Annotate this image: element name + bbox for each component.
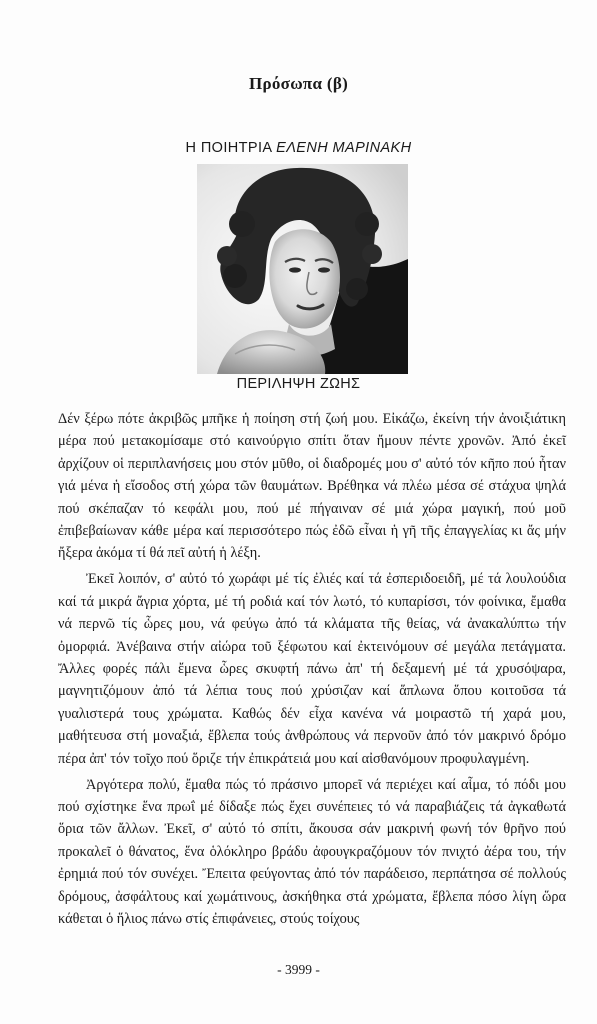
bio-paragraph: Ἐκεῖ λοιπόν, σ' αὐτό τό χωράφι μέ τίς ἐλιές καί τά ἐσπεριδοειδῆ, μέ τά λουλούδια καί τά μικρά ἄγρια χόρτα, μέ τή ροδιά καί τόν λωτό, τό κυπαρίσσι, τόν φοίνικα, ἔμαθα νά περνῶ τίς ὧρες μου, νά φεύγω ἀπό τά κλάματα τῆς θείας, νά ἀνακαλύπτω τήν ὀμορφιά. Ἀνέβαινα στήν αἰώρα τοῦ ξέφωτου καί ἐκτεινόμουν σέ μεγάλα πετάγματα. Ἄλλες φορές πάλι ἔμενα ὧρες σκυφτή πάνω ἀπ' τή δεξαμενή μέ τά χρυσόψαρα, μαγνητιζόμουν ἀπό τά λέπια τους πού χρύσιζαν καί ἅπλωνα ὅπου κοιτοῦσα τά γυαλιστερά τους χρώματα. Καθώς δέν εἶχα κανένα νά μοιραστῶ τή χαρά μου, μαθήτευσα στή μοναξιά, ἔβλεπα τούς ἀνθρώπους νά περνοῦν ἀπό τόν μακρινό δρόμο πέρα ἀπ' τόν τοῖχο πού ὅριζε τήν ἐπικράτειά μου καί αἰσθανόμουν προφυλαγμένη. <box>58 571 566 767</box>
poet-name: ΕΛΕΝΗ ΜΑΡΙΝΑΚΗ <box>276 140 412 156</box>
bio-paragraph: Δέν ξέρω πότε ἀκριβῶς μπῆκε ἡ ποίηση στή ζωή μου. Εἰκάζω, ἐκείνη τήν ἀνοιξιάτικη μέρα πού μετακομίσαμε στό καινούργιο σπίτι ὅταν ἤμουν πέντε χρονῶν. Ἀπό ἐκεῖ ἀρχίζουν οἱ περιπλανήσεις μου στόν μῦθο, οἱ διαδρομές μου σ' αὐτό τόν κῆπο πού ἦταν γιά μένα ἡ εἴσοδος στή χώρα τῶν θαυμάτων. Βρέθηκα νά πλέω μέσα σέ στάχυα ψηλά πού σκέπαζαν τό κεφάλι μου, πού μέ πήγαιναν σέ μιά χώρα μαγική, πού μοῦ ἐπιβεβαίωναν κάθε μέρα καί περισσότερο πώς ἐδῶ εἶναι ἡ γῆ τῆς ἐπαγγελίας κι ἄς μήν ἤξερα ἀκόμα τί θά πεῖ αὐτή ἡ λέξη. <box>58 411 566 562</box>
bio-paragraph: Ἀργότερα πολύ, ἔμαθα πώς τό πράσινο μπορεῖ νά περιέχει καί αἷμα, τό πόδι μου πού σχίστηκε ἕνα πρωΐ μέ δίδαξε πώς ἔχει συνέπειες τό νά παραβιάζεις τά ἀγκαθωτά ὅρια τῶν ἄλλων. Ἐκεῖ, σ' αὐτό τό σπίτι, ἄκουσα σάν μακρινή φωνή τόν θρῆνο πού προκαλεῖ ὁ θάνατος, ἕνα ὁλόκληρο βράδυ ἀφουγκραζόμουν τόν πνιχτό ἀέρα του, τήν ἐρημιά πού τόν συνέχει. Ἔπειτα φεύγοντας ἀπό τόν παράδεισο, περπάτησα σέ πολλούς δρόμους, ἀσφάλτους καί χωμάτινους, ἀσκήθηκα στά χρώματα, ἔβλεπα πόσο λίγη ὥρα κάθεται ὁ ἥλιος πάνω στίς ἐπιφάνειες, στούς τοίχους <box>58 776 566 927</box>
portrait-photo-icon <box>197 164 408 374</box>
poet-heading <box>0 140 597 156</box>
bio-heading: ΠΕΡΙΛΗΨΗ ΖΩΗΣ <box>236 376 361 392</box>
section-title: Πρόσωπα (β) <box>248 74 349 93</box>
page-number: - 3999 - <box>277 962 320 977</box>
bio-body <box>58 408 566 934</box>
poet-label: Η ΠΟΙΗΤΡΙΑ <box>185 140 272 156</box>
